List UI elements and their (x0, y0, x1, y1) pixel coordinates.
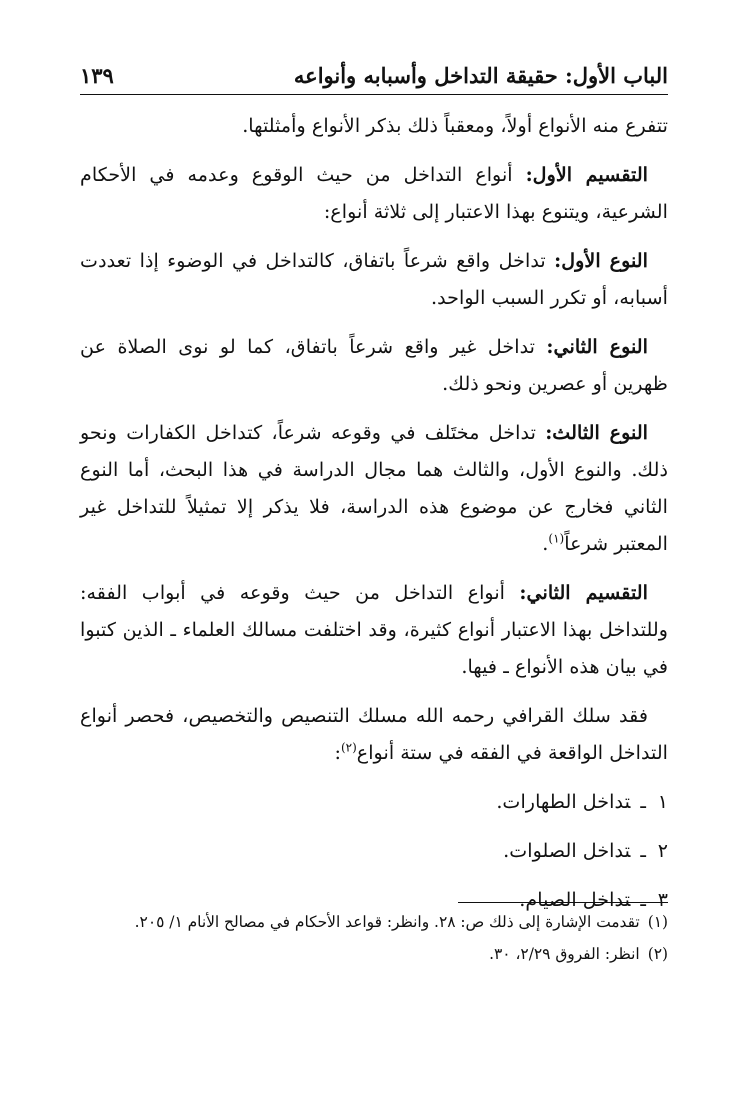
footnote-2 (80, 941, 668, 967)
footnote-text: انظر: الفروق ٢/٢٩، ٣٠. (489, 945, 640, 963)
paragraph-type-two (80, 328, 668, 402)
list-item (80, 832, 668, 869)
list-number: ٢ (657, 839, 668, 862)
paragraph-intro (80, 107, 668, 144)
list-number: ٣ (657, 888, 668, 911)
paragraph-heading: النوع الثاني: (546, 335, 648, 358)
list-dash: ـ (640, 839, 646, 862)
paragraph-second-division (80, 574, 668, 685)
list-number: ١ (657, 790, 668, 813)
types-list (80, 783, 668, 918)
paragraph-text: فقد سلك القرافي رحمه الله مسلك التنصيص والتخصيص، فحصر أنواع التداخل الواقعة في الفقه في ستة أنواع (80, 704, 668, 764)
footnote-1 (80, 909, 668, 935)
paragraph-text: تداخل واقع شرعاً باتفاق، كالتداخل في الوضوء إذا تعددت أسبابه، أو تكرر السبب الواحد. (80, 249, 668, 309)
footnotes-section (80, 902, 668, 967)
footnote-number: (١) (647, 913, 668, 931)
list-text: تداخل الصلوات. (503, 839, 631, 862)
footnote-separator (458, 902, 668, 903)
paragraph-type-one (80, 242, 668, 316)
paragraph-heading: النوع الأول: (554, 249, 648, 272)
footnote-text: تقدمت الإشارة إلى ذلك ص: ٢٨. وانظر: قواعد الأحكام في مصالح الأنام ١/ ٢٠٥. (134, 913, 640, 931)
list-dash: ـ (640, 888, 646, 911)
body-text (80, 107, 668, 918)
paragraph-first-division (80, 156, 668, 230)
list-item (80, 783, 668, 820)
footnote-ref-1[interactable]: (١) (548, 531, 565, 546)
paragraph-text: تداخل غير واقع شرعاً باتفاق، كما لو نوى الصلاة عن ظهرين أو عصرين ونحو ذلك. (80, 335, 668, 395)
paragraph-heading: التقسيم الأول: (525, 163, 649, 186)
paragraph-heading: النوع الثالث: (545, 421, 649, 444)
book-page (80, 60, 668, 930)
list-text: تداخل الصيام. (519, 888, 631, 911)
list-text: تداخل الطهارات. (496, 790, 631, 813)
paragraph-text: أنواع التداخل من حيث الوقوع وعدمه في الأحكام الشرعية، ويتنوع بهذا الاعتبار إلى ثلاثة أنواع: (80, 163, 668, 223)
paragraph-text: تداخل مختَلف في وقوعه شرعاً، كتداخل الكفارات ونحو ذلك. والنوع الأول، والثالث هما مجال الدراسة في هذا البحث، أما النوع الثاني فخارج عن موضوع هذه الدراسة، فلا يذكر إلا تمثيلاً للتداخل غير المعتبر شرعاً (80, 421, 668, 555)
footnote-number: (٢) (647, 945, 668, 963)
paragraph-text: تتفرع منه الأنواع أولاً، ومعقباً ذلك بذكر الأنواع وأمثلتها. (242, 114, 668, 137)
paragraph-end: : (334, 741, 341, 764)
list-dash: ـ (640, 790, 646, 813)
paragraph-type-three (80, 414, 668, 562)
running-header (80, 60, 668, 95)
paragraph-heading: التقسيم الثاني: (519, 581, 648, 604)
paragraph-text: أنواع التداخل من حيث وقوعه في أبواب الفقه: وللتداخل بهذا الاعتبار أنواع كثيرة، وقد اختلفت مسالك العلماء ـ الذين كتبوا في بيان هذه الأنواع ـ فيها. (80, 581, 668, 678)
paragraph-qarafi (80, 697, 668, 771)
chapter-title: الباب الأول: حقيقة التداخل وأسبابه وأنواعه (293, 63, 668, 88)
paragraph-end: . (542, 532, 549, 555)
footnote-ref-2[interactable]: (٢) (340, 740, 357, 755)
page-number: ١٣٩ (80, 63, 114, 88)
